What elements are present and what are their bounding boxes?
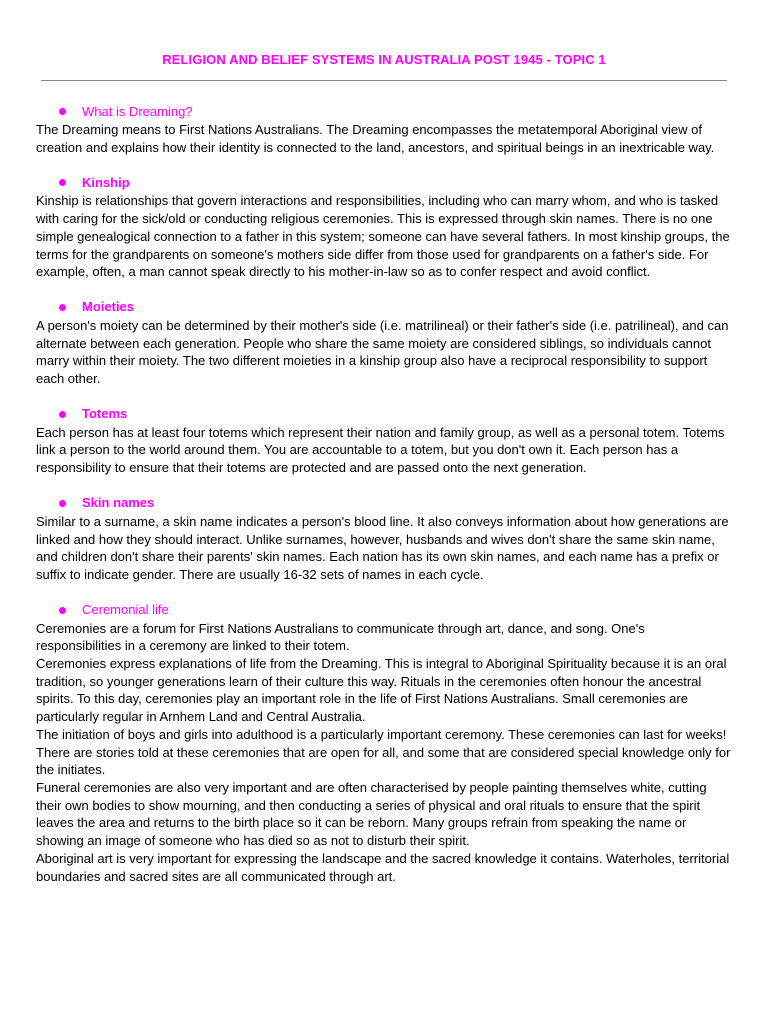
- bullet-icon: [59, 500, 66, 507]
- section-paragraph: The Dreaming means to First Nations Australians. The Dreaming encompasses the metatemporal Aboriginal view of creation and explains how their identity is connected to the land, ancestors, and spiritual beings in an inextricable way.: [36, 122, 715, 155]
- section-heading-row: [36, 495, 732, 512]
- section-kinship: [36, 174, 732, 281]
- bullet-icon: [59, 108, 66, 115]
- section-paragraph: Aboriginal art is very important for expressing the landscape and the sacred knowledge it contains. Waterholes, territorial boundaries and sacred sites are all communicated through art.: [36, 850, 730, 884]
- section-heading: Skin names: [82, 495, 155, 511]
- section-paragraph: The initiation of boys and girls into adulthood is a particularly important ceremony. These ceremonies can last for weeks! There are stories told at these ceremonies that are open for all, and some that are considered special knowledge only for the initiates.: [36, 726, 731, 778]
- sections-container: [36, 103, 732, 885]
- bullet-icon: [59, 607, 66, 614]
- section-heading: Totems: [82, 406, 128, 422]
- section-paragraph: Each person has at least four totems which represent their nation and family group, as well as a personal totem. Totems link a person to the world around them. You are accountable to a totem, but you don't own it. Each person has a responsibility to ensure that their totems are protected and are passed onto the next generation.: [36, 424, 725, 476]
- section-heading: Moieties: [82, 299, 135, 315]
- section-skin-names: [36, 495, 732, 584]
- document-title: RELIGION AND BELIEF SYSTEMS IN AUSTRALIA POST 1945 - TOPIC 1: [162, 52, 606, 67]
- bullet-icon: [59, 411, 66, 418]
- section-heading: Ceremonial life: [82, 602, 169, 618]
- section-paragraph: Kinship is relationships that govern interactions and responsibilities, including who can marry whom, and who is tasked with caring for the sick/old or conducting religious ceremonies. This is expressed through skin names. There is no one simple genealogical connection to a father in this system; someone can have several fathers. In most kinship groups, the terms for the grandparents on someone's mothers side differ from those used for grandparents on a father's side. For example, often, a man cannot speak directly to his mother-in-law so as to confer respect and avoid conflict.: [36, 193, 730, 280]
- section-paragraph: Ceremonies express explanations of life from the Dreaming. This is integral to Aboriginal Spirituality because it is an oral tradition, so younger generations learn of their culture this way. Rituals in the ceremonies often honour the ancestral spirits. To this day, ceremonies play an important role in the life of First Nations Australians. Small ceremonies are particularly regular in Arnhem Land and Central Australia.: [36, 656, 727, 725]
- section-paragraph: Similar to a surname, a skin name indicates a person's blood line. It also conveys information about how generations are linked and how they should interact. Unlike surnames, however, husbands and wives don't share the same skin name, and children don't share their parents' skin names. Each nation has its own skin names, and each name has a prefix or suffix to indicate gender. There are usually 16-32 sets of names in each cycle.: [36, 513, 729, 582]
- section-totems: [36, 406, 732, 477]
- title-divider: [41, 80, 727, 81]
- bullet-icon: [59, 304, 66, 311]
- section-paragraph: Ceremonies are a forum for First Nations Australians to communicate through art, dance, and song. One's responsibilities in a ceremony are linked to their totem.: [36, 620, 645, 654]
- section-heading-row: [36, 174, 732, 191]
- bullet-icon: [59, 179, 66, 186]
- section-moieties: [36, 299, 732, 388]
- section-heading: Kinship: [82, 174, 130, 190]
- section-paragraph: A person's moiety can be determined by their mother's side (i.e. matrilineal) or their father's side (i.e. patrilineal), and can alternate between each generation. People who share the same moiety are considered siblings, so individuals cannot marry within their moiety. The two different moieties in a kinship group also have a reciprocal responsibility to support each other.: [36, 317, 729, 387]
- section-heading: What is Dreaming?: [82, 103, 193, 119]
- section-heading-row: [36, 406, 732, 423]
- section-heading-row: [36, 103, 732, 120]
- section-what-is-dreaming: [36, 103, 732, 156]
- section-heading-row: [36, 299, 732, 316]
- section-heading-row: [36, 602, 732, 619]
- section-ceremonial-life: [36, 602, 732, 886]
- section-paragraph: Funeral ceremonies are also very important and are often characterised by people painting themselves white, cutting their own bodies to show mourning, and then conducting a series of physical and oral rituals to ensure that the spirit leaves the area and returns to the birth place so it can be reborn. Many groups refrain from speaking the name or showing an image of someone who has died so as not to disturb their spirit.: [36, 779, 707, 849]
